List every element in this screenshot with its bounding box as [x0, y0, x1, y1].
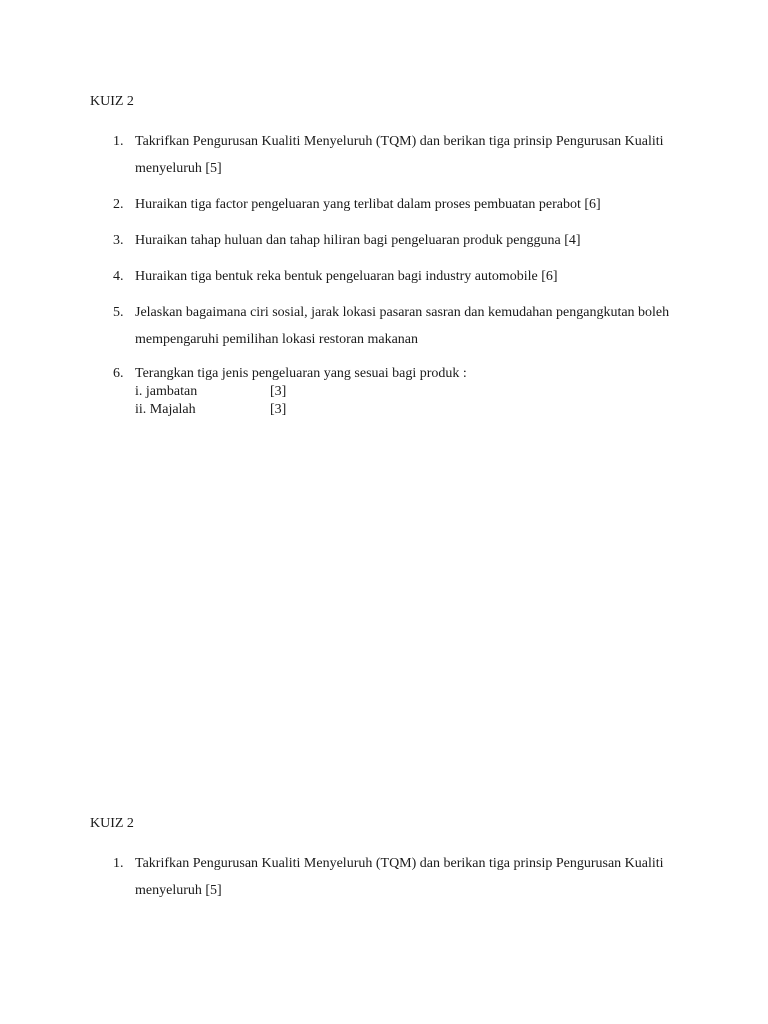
question-item	[90, 299, 710, 353]
question-item	[90, 128, 710, 182]
quiz-section-repeat	[90, 815, 710, 904]
question-number: 4.	[113, 269, 124, 284]
quiz-title: KUIZ 2	[90, 94, 134, 109]
question-number: 6.	[113, 366, 124, 381]
sub-question-mark: [3]	[270, 384, 287, 399]
quiz-section	[90, 93, 710, 419]
sub-question-item	[135, 401, 710, 419]
question-number: 5.	[113, 305, 124, 320]
question-number: 1.	[113, 856, 124, 871]
question-item	[90, 850, 710, 904]
question-item	[90, 365, 710, 419]
sub-question-item	[135, 383, 710, 401]
question-text: Huraikan tahap huluan dan tahap hiliran bagi pengeluaran produk pengguna [4]	[135, 233, 581, 248]
question-item	[90, 227, 710, 254]
question-text: Takrifkan Pengurusan Kualiti Menyeluruh (TQM) dan berikan tiga prinsip Pengurusan Kualiti menyeluruh [5]	[135, 134, 664, 176]
question-number: 1.	[113, 134, 124, 149]
sub-question-mark: [3]	[270, 402, 287, 417]
sub-question-list	[135, 383, 710, 419]
question-text: Terangkan tiga jenis pengeluaran yang sesuai bagi produk :	[135, 366, 467, 381]
question-number: 2.	[113, 197, 124, 212]
question-item	[90, 263, 710, 290]
quiz-title: KUIZ 2	[90, 816, 134, 831]
sub-question-label: i. jambatan	[135, 384, 198, 399]
question-text: Takrifkan Pengurusan Kualiti Menyeluruh (TQM) dan berikan tiga prinsip Pengurusan Kualiti menyeluruh [5]	[135, 856, 664, 898]
question-item	[90, 191, 710, 218]
sub-question-label: ii. Majalah	[135, 402, 196, 417]
question-text: Huraikan tiga bentuk reka bentuk pengeluaran bagi industry automobile [6]	[135, 269, 558, 284]
question-text: Huraikan tiga factor pengeluaran yang terlibat dalam proses pembuatan perabot [6]	[135, 197, 601, 212]
question-list	[90, 850, 710, 904]
question-list	[90, 128, 710, 419]
question-text: Jelaskan bagaimana ciri sosial, jarak lokasi pasaran sasran dan kemudahan pengangkutan boleh mempengaruhi pemilihan lokasi restoran makanan	[135, 305, 670, 347]
question-number: 3.	[113, 233, 124, 248]
